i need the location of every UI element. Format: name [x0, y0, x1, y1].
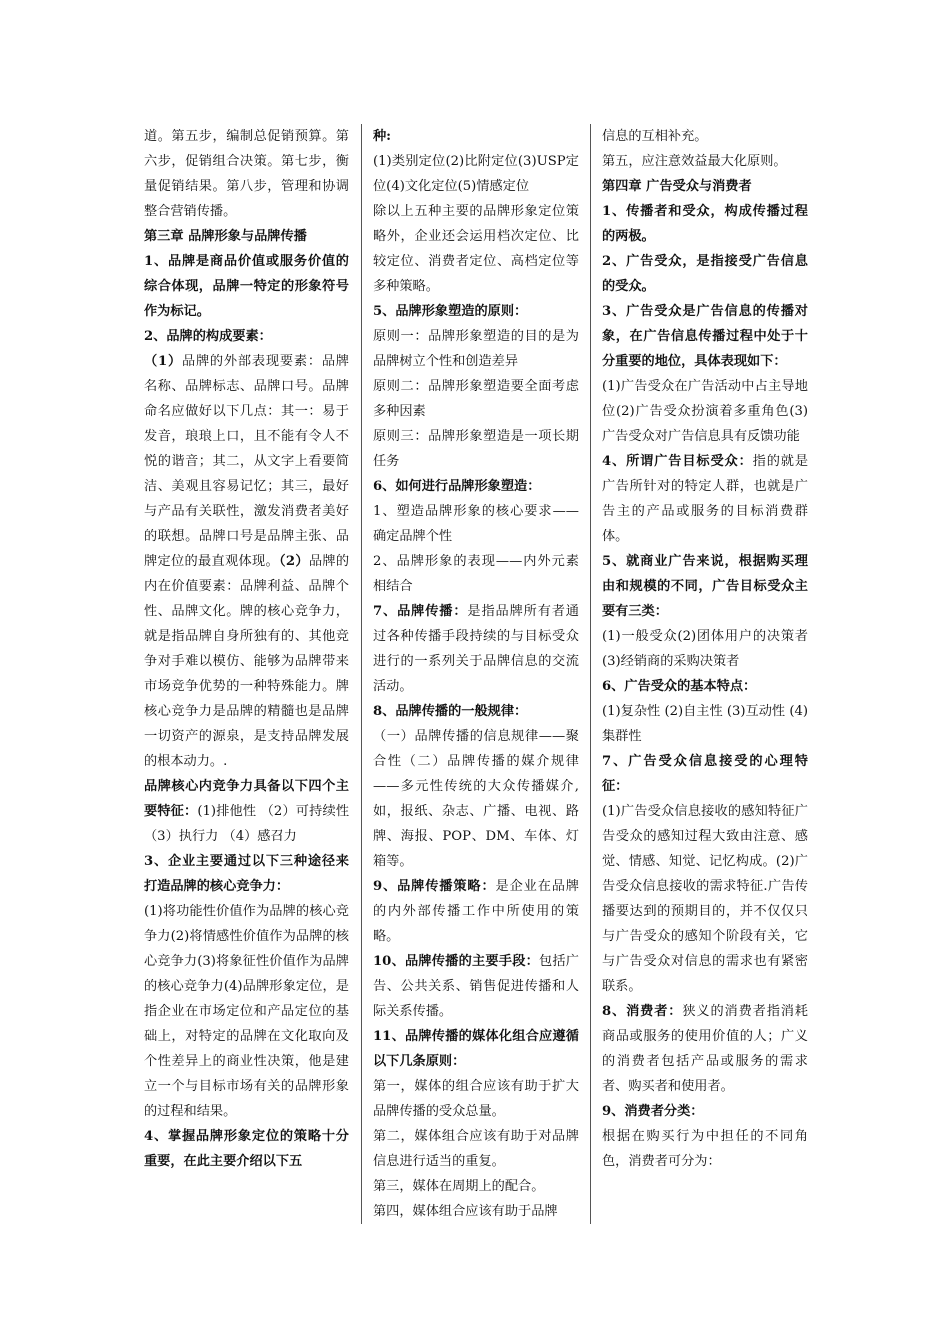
paragraph [373, 299, 579, 324]
paragraph [144, 849, 349, 899]
paragraph [373, 549, 579, 599]
paragraph [373, 949, 579, 1024]
bold-text: 1、传播者和受众，构成传播过程的两极。 [602, 204, 808, 244]
paragraph [602, 374, 808, 449]
body-text: 原则二：品牌形象塑造要全面考虑多种因素 [373, 379, 579, 419]
paragraph [144, 249, 349, 324]
paragraph [144, 224, 349, 249]
bold-text: 11、品牌传播的媒体化组合应遵循以下几条原则： [373, 1029, 579, 1069]
bold-text: 3、广告受众是广告信息的传播对象，在广告信息传播过程中处于十分重要的地位，具体表现如下： [602, 304, 808, 369]
column-divider [590, 124, 591, 1224]
body-text: 是指品牌所有者通过各种传播手段持续的与目标受众进行的一系列关于品牌信息的交流活动。 [373, 604, 579, 694]
body-text: (1)广告受众信息接收的感知特征广告受众的感知过程大致由注意、感觉、情感、知觉、记忆构成。(2)广告受众信息接收的需求特征.广告传播要达到的预期目的，并不仅仅只与广告受众的感知个阶段有关，它与广告受众对信息的需求也有紧密联系。 [602, 804, 808, 994]
bold-text: 5、品牌形象塑造的原则： [373, 304, 528, 319]
body-text: (1)复杂性 (2)自主性 (3)互动性 (4)集群性 [602, 704, 808, 744]
body-text: 道。第五步，编制总促销预算。第六步，促销组合决策。第七步，衡量促销结果。第八步，管理和协调整合营销传播。 [144, 129, 349, 219]
body-text: 是企业在品牌的内外部传播工作中所使用的策略。 [373, 879, 579, 944]
bold-text: 第四章 广告受众与消费者 [602, 179, 752, 194]
paragraph [602, 199, 808, 249]
paragraph [144, 349, 349, 774]
paragraph [373, 699, 579, 724]
body-text: 包括广告、公共关系、销售促进传播和人际关系传播。 [373, 954, 579, 1019]
bold-text: 10、品牌传播的主要手段： [373, 954, 539, 969]
bold-text: 8、消费者： [602, 1004, 683, 1019]
paragraph [602, 174, 808, 199]
bold-text: 种: [373, 129, 392, 144]
bold-text: 品牌核心内竞争力具备以下四个主要特征： [144, 779, 349, 819]
paragraph [602, 749, 808, 799]
paragraph [602, 149, 808, 174]
bold-text: （2） [278, 554, 309, 569]
text-column-left [144, 124, 349, 1224]
paragraph [144, 324, 349, 349]
paragraph [373, 199, 579, 299]
column-divider [361, 124, 362, 1224]
paragraph [373, 874, 579, 949]
body-text: 1、塑造品牌形象的核心要求——确定品牌个性 [373, 504, 579, 544]
body-text: （一）品牌传播的信息规律——聚合性（二）品牌传播的媒介规律——多元性传统的大众传播媒介,如，报纸、杂志、广播、电视、路牌、海报、POP、DM、车体、灯箱等。 [373, 729, 579, 869]
paragraph [373, 724, 579, 874]
body-text: 品牌的内在价值要素：品牌利益、品牌个性、品牌文化。牌的核心竞争力，就是指品牌自身所独有的、其他竞争对手难以模仿、能够为品牌带来市场竞争优势的一种特殊能力。牌核心竞争力是品牌的精髓也是品牌一切资产的源泉，是支持品牌发展的根本动力。. [144, 554, 349, 769]
bold-text: 4、所谓广告目标受众： [602, 454, 753, 469]
body-text: 除以上五种主要的品牌形象定位策略外，企业还会运用档次定位、比较定位、消费者定位、高档定位等多种策略。 [373, 204, 579, 294]
body-text: 第五，应注意效益最大化原则。 [602, 154, 787, 169]
paragraph [602, 799, 808, 999]
bold-text: 5、就商业广告来说，根据购买理由和规模的不同，广告目标受众主要有三类： [602, 554, 808, 619]
bold-text: 1、品牌是商品价值或服务价值的综合体现，品牌一特定的形象符号作为标记。 [144, 254, 349, 319]
bold-text: 6、如何进行品牌形象塑造： [373, 479, 541, 494]
paragraph [373, 1199, 579, 1224]
bold-text: 9、消费者分类： [602, 1104, 704, 1119]
paragraph [602, 699, 808, 749]
text-column-right [602, 124, 808, 1224]
bold-text: （1） [144, 354, 182, 369]
body-text: (1)排他性 （2）可持续性 （3）执行力 （4）感召力 [144, 804, 349, 844]
paragraph [602, 1099, 808, 1124]
body-text: 第四，媒体组合应该有助于品牌 [373, 1204, 558, 1219]
bold-text: 3、企业主要通过以下三种途径来打造品牌的核心竞争力： [144, 854, 349, 894]
body-text: 指的就是广告所针对的特定人群，也就是广告主的产品或服务的目标消费群体。 [602, 454, 808, 544]
body-text: 品牌的外部表现要素：品牌名称、品牌标志、品牌口号。品牌命名应做好以下几点：其一：易于发音，琅琅上口，且不能有令人不悦的谐音；其二，从文字上看要简洁、美观且容易记忆；其三，最好与产品有关联性，激发消费者美好的联想。品牌口号是品牌主张、品牌定位的最直观体现。 [144, 354, 349, 569]
body-text: 根据在购买行为中担任的不同角色，消费者可分为： [602, 1129, 808, 1169]
bold-text: 9、品牌传播策略： [373, 879, 496, 894]
body-text: (1)一般受众(2)团体用户的决策者(3)经销商的采购决策者 [602, 629, 808, 669]
paragraph [373, 1174, 579, 1199]
body-text: 狭义的消费者指消耗商品或服务的使用价值的人；广义的消费者包括产品或服务的需求者、购买者和使用者。 [602, 1004, 808, 1094]
body-text: 2、品牌形象的表现——内外元素相结合 [373, 554, 579, 594]
paragraph [373, 149, 579, 199]
paragraph [373, 1074, 579, 1124]
paragraph [602, 249, 808, 299]
paragraph [144, 1124, 349, 1174]
body-text: 第二，媒体组合应该有助于对品牌信息进行适当的重复。 [373, 1129, 579, 1169]
paragraph [602, 549, 808, 624]
body-text: 原则三：品牌形象塑造是一项长期任务 [373, 429, 579, 469]
paragraph [373, 1124, 579, 1174]
body-text: 原则一：品牌形象塑造的目的是为品牌树立个性和创造差异 [373, 329, 579, 369]
paragraph [144, 774, 349, 849]
bold-text: 2、品牌的构成要素： [144, 329, 272, 344]
bold-text: 4、掌握品牌形象定位的策略十分重要，在此主要介绍以下五 [144, 1129, 349, 1169]
paragraph [373, 599, 579, 699]
bold-text: 第三章 品牌形象与品牌传播 [144, 229, 307, 244]
body-text: 第一，媒体的组合应该有助于扩大品牌传播的受众总量。 [373, 1079, 579, 1119]
paragraph [373, 324, 579, 374]
paragraph [602, 674, 808, 699]
body-text: 信息的互相补充。 [602, 129, 708, 144]
body-text: (1)类别定位(2)比附定位(3)USP定位(4)文化定位(5)情感定位 [373, 154, 579, 194]
body-text: (1)将功能性价值作为品牌的核心竞争力(2)将情感性价值作为品牌的核心竞争力(3)将象征性价值作为品牌的核心竞争力(4)品牌形象定位，是指企业在市场定位和产品定位的基础上，对特定的品牌在文化取向及个性差异上的商业性决策，他是建立一个与目标市场有关的品牌形象的过程和结果。 [144, 904, 349, 1119]
paragraph [373, 499, 579, 549]
paragraph [373, 474, 579, 499]
paragraph [602, 299, 808, 374]
paragraph [602, 1124, 808, 1174]
paragraph [602, 624, 808, 674]
paragraph [373, 374, 579, 424]
paragraph [602, 124, 808, 149]
bold-text: 7、广告受众信息接受的心理特征： [602, 754, 808, 794]
bold-text: 6、广告受众的基本特点： [602, 679, 757, 694]
paragraph [602, 999, 808, 1099]
bold-text: 8、品牌传播的一般规律： [373, 704, 528, 719]
paragraph [144, 899, 349, 1124]
text-column-middle [373, 124, 579, 1224]
body-text: (1)广告受众在广告活动中占主导地位(2)广告受众扮演着多重角色(3)广告受众对广告信息具有反馈功能 [602, 379, 808, 444]
paragraph [373, 1024, 579, 1074]
paragraph [144, 124, 349, 224]
paragraph [373, 124, 579, 149]
paragraph [602, 449, 808, 549]
bold-text: 2、广告受众，是指接受广告信息的受众。 [602, 254, 808, 294]
body-text: 第三，媒体在周期上的配合。 [373, 1179, 545, 1194]
bold-text: 7、品牌传播： [373, 604, 468, 619]
paragraph [373, 424, 579, 474]
